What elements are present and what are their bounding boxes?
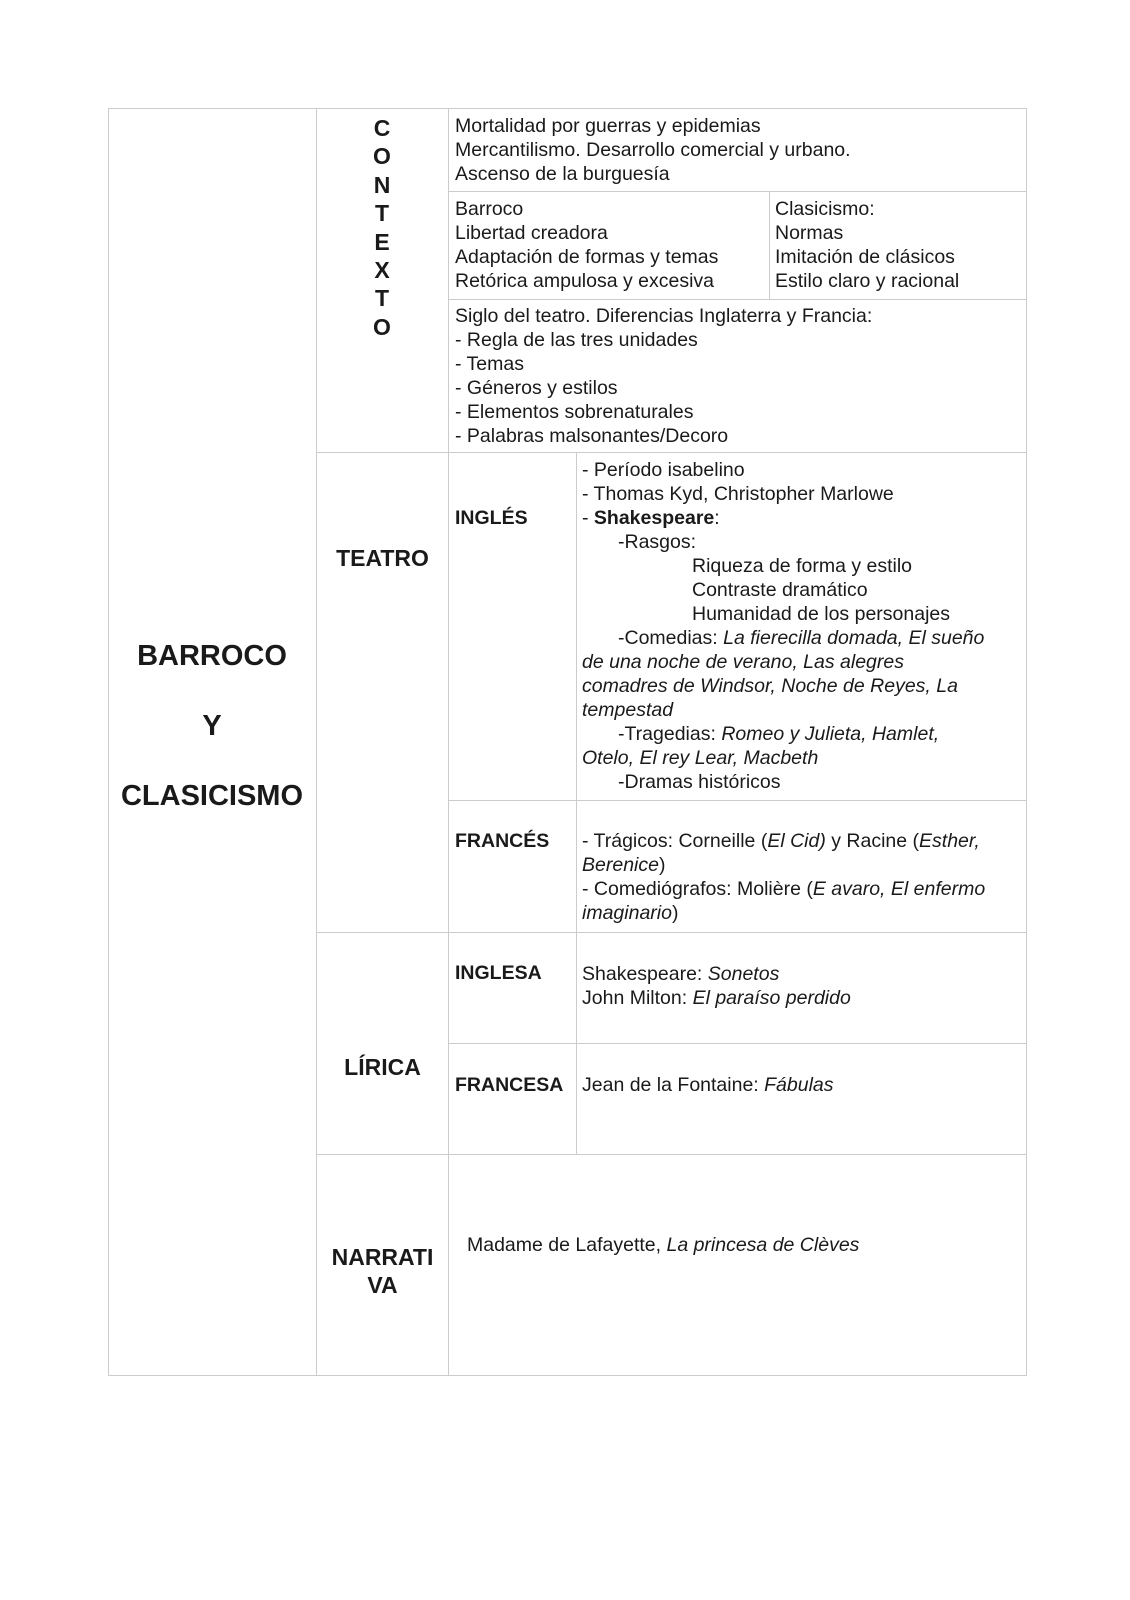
teatro-siglo-line: - Temas — [455, 353, 524, 375]
contexto-clasicismo-text — [775, 197, 959, 293]
milton-line — [582, 986, 851, 1010]
lirica-inglesa-label: INGLESA — [455, 962, 542, 984]
teatro-label: TEATRO — [336, 545, 429, 571]
main-title-line-2: Y — [202, 710, 222, 742]
contexto-letter: T — [374, 200, 390, 227]
contexto-letter: O — [373, 313, 391, 340]
tragedias-line — [582, 722, 984, 746]
comedias-prefix: -Comedias: — [618, 627, 724, 649]
contexto-general-line: Mortalidad por guerras y epidemias — [455, 115, 761, 137]
rasgo-item: Humanidad de los personajes — [692, 603, 950, 625]
lafayette-author: Madame de Lafayette, — [467, 1234, 667, 1256]
sonetos-line — [582, 962, 851, 986]
ingles-line-3-prefix: - — [582, 507, 594, 529]
teatro-ingles-label-cell — [448, 452, 577, 801]
ingles-line-3 — [582, 506, 984, 530]
ingles-line-3-suffix: : — [714, 507, 720, 529]
tragicos-c: y Racine ( — [825, 830, 920, 852]
milton-title: El paraíso perdido — [692, 987, 851, 1009]
tragedias-titles: Romeo y Julieta, Hamlet, — [721, 723, 940, 745]
barroco-line: Libertad creadora — [455, 222, 608, 244]
lirica-francesa-content-cell — [576, 1043, 1027, 1155]
fontaine-author: Jean de la Fontaine: — [582, 1074, 765, 1096]
lirica-francesa-label-cell — [448, 1043, 577, 1155]
comedias-titles-cont: de una noche de verano, Las alegres — [582, 651, 904, 673]
lirica-label: LÍRICA — [344, 1054, 421, 1080]
comediografos-a: - Comediógrafos: Molière ( — [582, 878, 813, 900]
sonetos-title: Sonetos — [707, 963, 780, 985]
clasicismo-line: Estilo claro y racional — [775, 270, 960, 292]
contexto-teatro-text — [455, 304, 872, 448]
lirica-francesa-text — [582, 1073, 834, 1097]
contexto-letter: X — [374, 256, 390, 283]
comedias-titles-cont: tempestad — [582, 699, 674, 721]
main-title-line-3: CLASICISMO — [120, 780, 304, 812]
comediografos-line — [582, 877, 985, 901]
barroco-line: Adaptación de formas y temas — [455, 246, 719, 268]
contexto-barroco-text — [455, 197, 718, 293]
contexto-letter: E — [374, 228, 390, 255]
rasgo-item: Riqueza de forma y estilo — [692, 555, 913, 577]
contexto-general-line: Ascenso de la burguesía — [455, 163, 670, 185]
narrativa-label — [316, 1243, 449, 1299]
barroco-line: Barroco — [455, 198, 524, 220]
comediografos-c: imaginario — [582, 902, 672, 924]
lirica-inglesa-label-cell — [448, 932, 577, 1044]
teatro-frances-label: FRANCÉS — [455, 830, 550, 852]
comediografos-line-2 — [582, 901, 985, 925]
teatro-frances-label-cell — [448, 800, 577, 933]
tragedias-titles-cont: Otelo, El rey Lear, Macbeth — [582, 747, 819, 769]
lafayette-line — [467, 1233, 859, 1257]
narrativa-text — [467, 1233, 859, 1257]
comediografos-d: ) — [671, 902, 679, 924]
lafayette-title: La princesa de Clèves — [666, 1234, 860, 1256]
tragicos-d: Esther, — [919, 830, 980, 852]
lirica-francesa-label: FRANCESA — [455, 1074, 564, 1096]
comedias-titles-cont: comadres de Windsor, Noche de Reyes, La — [582, 675, 958, 697]
comedias-titles: La fierecilla domada, El sueño — [723, 627, 985, 649]
tragicos-line-2 — [582, 853, 985, 877]
main-title — [112, 621, 312, 831]
tragicos-e: Berenice — [582, 854, 659, 876]
tragicos-line — [582, 829, 985, 853]
teatro-ingles-label: INGLÉS — [455, 507, 528, 529]
contexto-letter: T — [374, 285, 390, 312]
teatro-ingles-text — [582, 458, 984, 794]
teatro-siglo-line: - Géneros y estilos — [455, 377, 618, 399]
rasgo-item: Contraste dramático — [692, 579, 868, 601]
contexto-letter: N — [373, 171, 391, 198]
clasicismo-line: Clasicismo: — [775, 198, 875, 220]
lirica-inglesa-text — [582, 962, 851, 1010]
shakespeare-heading: Shakespeare — [593, 507, 715, 529]
fontaine-line — [582, 1073, 834, 1097]
teatro-siglo-line: - Elementos sobrenaturales — [455, 401, 694, 423]
clasicismo-line: Normas — [775, 222, 844, 244]
contexto-vertical-label — [367, 114, 397, 341]
teatro-siglo-line: - Regla de las tres unidades — [455, 329, 698, 351]
contexto-letter: C — [373, 115, 391, 141]
teatro-siglo-line: - Palabras malsonantes/Decoro — [455, 425, 729, 447]
ingles-line-2: - Thomas Kyd, Christopher Marlowe — [582, 483, 894, 505]
main-title-line-1: BARROCO — [137, 640, 287, 672]
narrativa-content-cell — [448, 1154, 1027, 1376]
comediografos-b: E avaro, El enfermo — [812, 878, 986, 900]
narrativa-label-line-1: NARRATI — [331, 1244, 434, 1270]
barroco-line: Retórica ampulosa y excesiva — [455, 270, 715, 292]
clasicismo-line: Imitación de clásicos — [775, 246, 955, 268]
fontaine-title: Fábulas — [764, 1074, 834, 1096]
tragicos-b: El Cid) — [767, 830, 826, 852]
tragedias-prefix: -Tragedias: — [618, 723, 722, 745]
comedias-line — [582, 626, 984, 650]
teatro-frances-text — [582, 829, 985, 925]
lirica-label-cell — [316, 932, 449, 1155]
teatro-siglo-line: Siglo del teatro. Diferencias Inglaterra y Francia: — [455, 305, 873, 327]
narrativa-label-line-2: VA — [367, 1272, 398, 1298]
contexto-general-text — [455, 114, 851, 186]
contexto-general-line: Mercantilismo. Desarrollo comercial y urbano. — [455, 139, 851, 161]
tragicos-a: - Trágicos: Corneille ( — [582, 830, 768, 852]
rasgos-heading: -Rasgos: — [618, 531, 697, 553]
sonetos-author: Shakespeare: — [582, 963, 708, 985]
ingles-line-1: - Período isabelino — [582, 459, 745, 481]
teatro-label-cell — [316, 452, 449, 933]
tragicos-f: ) — [658, 854, 666, 876]
milton-author: John Milton: — [582, 987, 693, 1009]
dramas-historicos: -Dramas históricos — [618, 771, 781, 793]
contexto-letter: O — [373, 143, 391, 170]
